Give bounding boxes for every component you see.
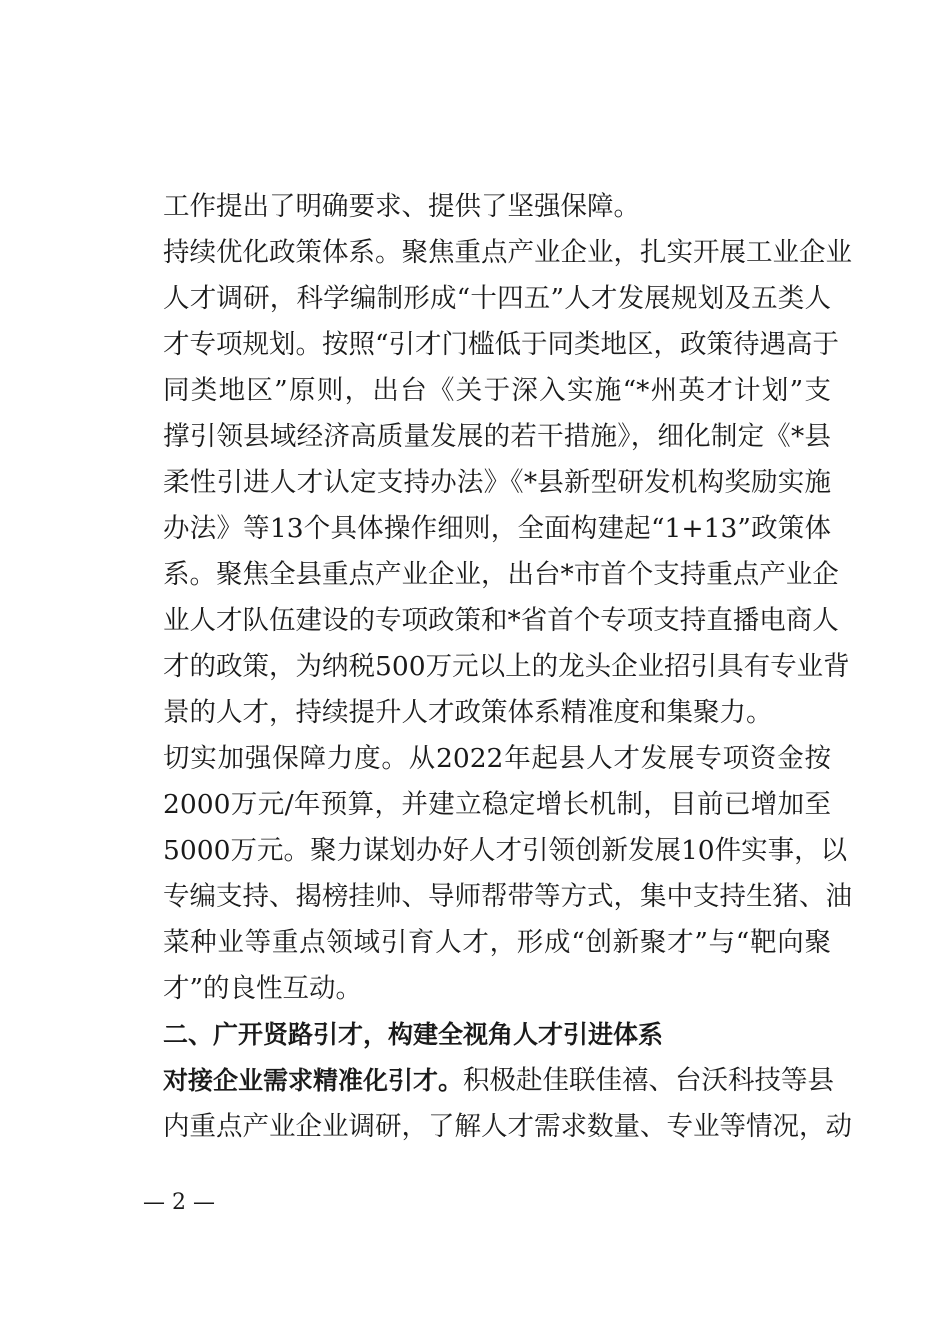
paragraph-text: 积极赴佳联佳禧、台沃科技等县 (463, 1065, 835, 1096)
text-line: 同类地区”原则，出台《关于深入实施“*州英才计划”支 (163, 375, 831, 406)
section-heading: 二、广开贤路引才，构建全视角人才引进体系 (163, 1020, 664, 1049)
text-line: 内重点产业企业调研，了解人才需求数量、专业等情况，动 (163, 1111, 852, 1142)
text-line: 才”的良性互动。 (163, 973, 363, 1004)
text-line: 才的政策，为纳税500万元以上的龙头企业招引具有专业背 (163, 651, 850, 682)
text-line: 持续优化政策体系。聚焦重点产业企业，扎实开展工业企业 (163, 237, 852, 268)
text-line: 撑引领县域经济高质量发展的若干措施》，细化制定《*县 (163, 421, 831, 452)
text-line: 人才调研，科学编制形成“十四五”人才发展规划及五类人 (163, 283, 831, 314)
text-line: 系。聚焦全县重点产业企业，出台*市首个支持重点产业企 (163, 559, 839, 590)
text-line (163, 1058, 835, 1104)
text-line: 景的人才，持续提升人才政策体系精准度和集聚力。 (163, 697, 773, 728)
text-line: 菜种业等重点领域引育人才，形成“创新聚才”与“靶向聚 (163, 927, 831, 958)
text-line: 工作提出了明确要求、提供了坚强保障。 (163, 191, 640, 222)
text-line: 专编支持、揭榜挂帅、导师帮带等方式，集中支持生猪、油 (163, 881, 852, 912)
paragraph-lead: 对接企业需求精准化引才。 (163, 1066, 464, 1095)
text-line: 才专项规划。按照“引才门槛低于同类地区，政策待遇高于 (163, 329, 840, 360)
page-number: — 2 — (143, 1190, 215, 1215)
text-line: 切实加强保障力度。从2022年起县人才发展专项资金按 (163, 743, 831, 774)
text-line: 柔性引进人才认定支持办法》《*县新型研发机构奖励实施 (163, 467, 831, 498)
text-line: 2000万元/年预算，并建立稳定增长机制，目前已增加至 (163, 789, 831, 820)
text-line: 5000万元。聚力谋划办好人才引领创新发展10件实事，以 (163, 835, 848, 866)
text-line: 业人才队伍建设的专项政策和*省首个专项支持直播电商人 (163, 605, 839, 636)
text-line: 办法》等13个具体操作细则，全面构建起“1+13”政策体 (163, 513, 831, 544)
